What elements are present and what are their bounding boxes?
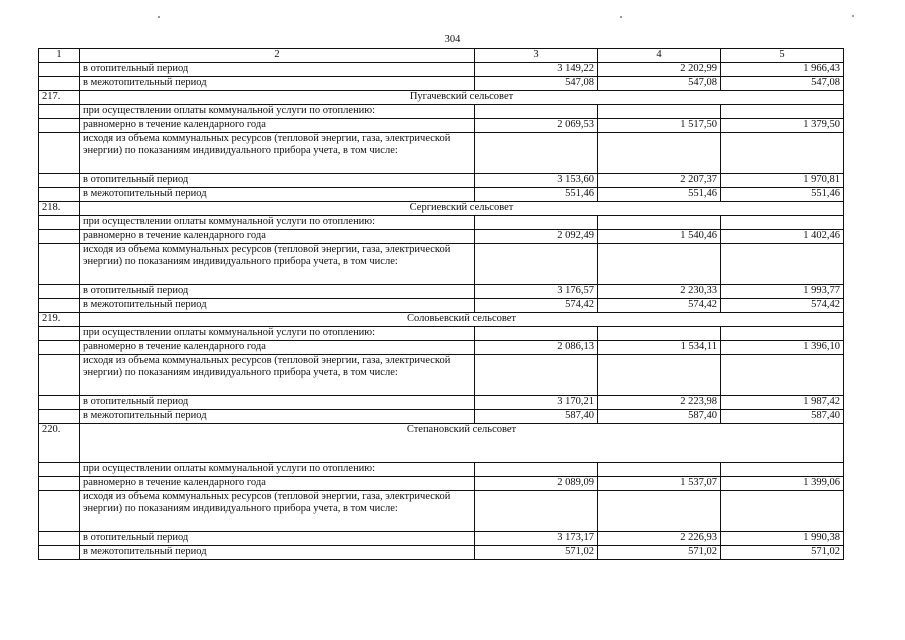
value-cell: 2 230,33	[598, 285, 721, 299]
section-title: Пугачевский сельсовет	[80, 91, 844, 105]
value-cell: 1 399,06	[721, 477, 844, 491]
row-label: в межотопительный период	[80, 77, 475, 91]
table-row	[39, 188, 844, 202]
value-cell: 587,40	[475, 410, 598, 424]
row-label: при осуществлении оплаты коммунальной услуги по отоплению:	[80, 463, 475, 477]
table-row	[39, 532, 844, 546]
value-cell: 1 534,11	[598, 341, 721, 355]
value-cell: 574,42	[475, 299, 598, 313]
value-cell: 551,46	[721, 188, 844, 202]
section-title: Сергиевский сельсовет	[80, 202, 844, 216]
value-cell: 574,42	[598, 299, 721, 313]
table-row	[39, 410, 844, 424]
table-row	[39, 77, 844, 91]
row-label: в отопительный период	[80, 63, 475, 77]
value-cell: 3 149,22	[475, 63, 598, 77]
value-cell: 3 170,21	[475, 396, 598, 410]
table-row	[39, 341, 844, 355]
value-cell: 571,02	[721, 546, 844, 560]
section-number: 219.	[39, 313, 80, 327]
header-col-4: 4	[598, 49, 721, 63]
value-cell: 2 223,98	[598, 396, 721, 410]
table-row	[39, 174, 844, 188]
page-number: 304	[444, 34, 461, 45]
table-row	[39, 216, 844, 230]
value-cell: 1 966,43	[721, 63, 844, 77]
value-cell: 571,02	[475, 546, 598, 560]
row-label: равномерно в течение календарного года	[80, 477, 475, 491]
value-cell: 587,40	[721, 410, 844, 424]
value-cell: 2 069,53	[475, 119, 598, 133]
table-row	[39, 546, 844, 560]
section-number: 218.	[39, 202, 80, 216]
table-row	[39, 355, 844, 396]
table-row	[39, 63, 844, 77]
row-label: в межотопительный период	[80, 299, 475, 313]
table-row	[39, 119, 844, 133]
row-label: равномерно в течение календарного года	[80, 119, 475, 133]
table-row	[39, 299, 844, 313]
row-label: в отопительный период	[80, 532, 475, 546]
scan-speck	[852, 15, 854, 17]
value-cell: 571,02	[598, 546, 721, 560]
table-row	[39, 105, 844, 119]
row-label: в отопительный период	[80, 285, 475, 299]
value-cell: 2 207,37	[598, 174, 721, 188]
header-col-1: 1	[39, 49, 80, 63]
value-cell: 547,08	[598, 77, 721, 91]
value-cell: 1 402,46	[721, 230, 844, 244]
section-number: 217.	[39, 91, 80, 105]
value-cell: 2 089,09	[475, 477, 598, 491]
scan-speck	[620, 16, 622, 18]
value-cell: 551,46	[475, 188, 598, 202]
table-row	[39, 285, 844, 299]
row-label: в межотопительный период	[80, 410, 475, 424]
header-col-5: 5	[721, 49, 844, 63]
section-number: 220.	[39, 424, 80, 463]
value-cell: 3 153,60	[475, 174, 598, 188]
value-cell: 1 396,10	[721, 341, 844, 355]
value-cell: 551,46	[598, 188, 721, 202]
header-col-3: 3	[475, 49, 598, 63]
value-cell: 3 176,57	[475, 285, 598, 299]
table-row	[39, 463, 844, 477]
row-label: исходя из объема коммунальных ресурсов (тепловой энергии, газа, электрической энергии) по показаниям индивидуального прибора учета, в том числе:	[80, 355, 475, 396]
value-cell: 547,08	[475, 77, 598, 91]
row-label: при осуществлении оплаты коммунальной услуги по отоплению:	[80, 105, 475, 119]
section-header-row	[39, 424, 844, 463]
value-cell: 574,42	[721, 299, 844, 313]
row-label: в межотопительный период	[80, 546, 475, 560]
row-label: исходя из объема коммунальных ресурсов (тепловой энергии, газа, электрической энергии) по показаниям индивидуального прибора учета, в том числе:	[80, 133, 475, 174]
row-label: при осуществлении оплаты коммунальной услуги по отоплению:	[80, 216, 475, 230]
row-label: в отопительный период	[80, 396, 475, 410]
table-row	[39, 396, 844, 410]
value-cell: 1 517,50	[598, 119, 721, 133]
value-cell: 1 993,77	[721, 285, 844, 299]
table-row	[39, 133, 844, 174]
value-cell: 1 987,42	[721, 396, 844, 410]
value-cell: 3 173,17	[475, 532, 598, 546]
header-col-2: 2	[80, 49, 475, 63]
table-row	[39, 491, 844, 532]
row-label: в отопительный период	[80, 174, 475, 188]
value-cell: 1 379,50	[721, 119, 844, 133]
value-cell: 547,08	[721, 77, 844, 91]
table-row	[39, 244, 844, 285]
value-cell: 1 540,46	[598, 230, 721, 244]
row-label: при осуществлении оплаты коммунальной услуги по отоплению:	[80, 327, 475, 341]
value-cell: 1 990,38	[721, 532, 844, 546]
value-cell: 2 086,13	[475, 341, 598, 355]
table-row	[39, 327, 844, 341]
table-header-row	[39, 49, 844, 63]
section-header-row	[39, 313, 844, 327]
scan-speck	[158, 16, 160, 18]
value-cell: 1 970,81	[721, 174, 844, 188]
section-title: Соловьевский сельсовет	[80, 313, 844, 327]
value-cell: 2 202,99	[598, 63, 721, 77]
value-cell: 2 092,49	[475, 230, 598, 244]
row-label: исходя из объема коммунальных ресурсов (тепловой энергии, газа, электрической энергии) по показаниям индивидуального прибора учета, в том числе:	[80, 244, 475, 285]
value-cell: 2 226,93	[598, 532, 721, 546]
row-label: равномерно в течение календарного года	[80, 230, 475, 244]
row-label: исходя из объема коммунальных ресурсов (тепловой энергии, газа, электрической энергии) по показаниям индивидуального прибора учета, в том числе:	[80, 491, 475, 532]
section-title: Степановский сельсовет	[80, 424, 844, 463]
section-header-row	[39, 91, 844, 105]
row-label: в межотопительный период	[80, 188, 475, 202]
value-cell: 587,40	[598, 410, 721, 424]
section-header-row	[39, 202, 844, 216]
table-row	[39, 477, 844, 491]
tariff-table	[38, 48, 844, 560]
table-row	[39, 230, 844, 244]
row-label: равномерно в течение календарного года	[80, 341, 475, 355]
value-cell: 1 537,07	[598, 477, 721, 491]
